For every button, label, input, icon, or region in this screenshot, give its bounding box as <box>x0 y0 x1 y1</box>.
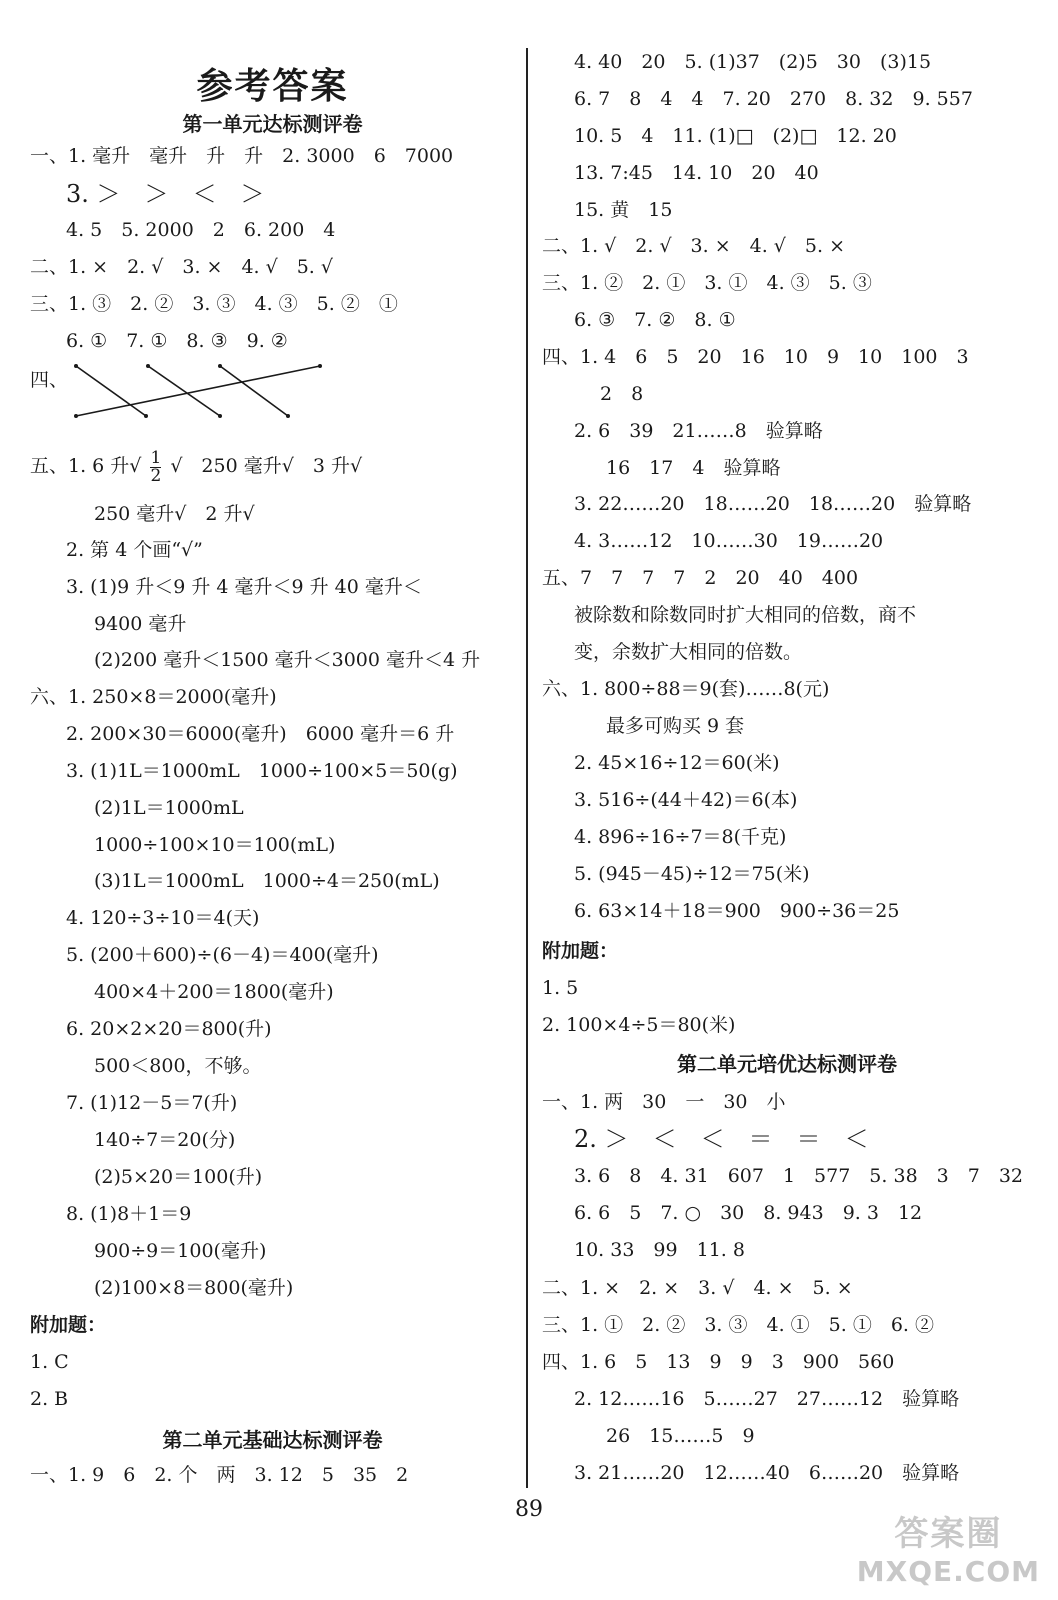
answer-line: 4. 896÷16÷7＝8(千克) <box>574 826 787 848</box>
answer-line: 二、1. × 2. × 3. √ 4. × 5. × <box>542 1277 853 1299</box>
answer-line: 10. 33 99 11. 8 <box>574 1239 745 1261</box>
answer-line: 三、1. ① 2. ② 3. ③ 4. ① 5. ① 6. ② <box>542 1314 935 1336</box>
match-dot <box>146 364 150 368</box>
answer-line: (2)5×20＝100(升) <box>94 1166 263 1188</box>
answer-line: 3. 516÷(44＋42)＝6(本) <box>574 789 798 811</box>
watermark-logo <box>857 1506 1040 1588</box>
answer-line: 13. 7:45 14. 10 20 40 <box>574 162 819 184</box>
page-number: 89 <box>515 1497 543 1522</box>
answer-line: 15. 黄 15 <box>574 199 673 221</box>
answer-line: 6. 20×2×20＝800(升) <box>66 1018 272 1040</box>
answer-line: 3. (1)9 升＜9 升 4 毫升＜9 升 40 毫升＜ <box>66 576 422 598</box>
answer-line: 6. ③ 7. ② 8. ① <box>574 309 736 331</box>
page-title: 参考答案 <box>196 65 349 107</box>
answer-line: 250 毫升√ 2 升√ <box>94 503 255 525</box>
answer-line: 最多可购买 9 套 <box>606 715 745 737</box>
answer-line: 9400 毫升 <box>94 613 187 635</box>
answer-line: (3)1L＝1000mL 1000÷4＝250(mL) <box>94 870 440 892</box>
answer-line: (2)1L＝1000mL <box>94 797 244 819</box>
unit2-advanced-title: 第二单元培优达标测评卷 <box>677 1052 897 1076</box>
answer-line: 4. 3……12 10……30 19……20 <box>574 530 884 552</box>
match-dot <box>318 364 322 368</box>
fraction-one-half <box>150 447 162 486</box>
answer-line: 8. (1)8＋1＝9 <box>66 1203 192 1225</box>
match-line <box>220 366 288 416</box>
answer-line: 5. (945－45)÷12＝75(米) <box>574 863 810 885</box>
answer-line: 2. 第 4 个画“√” <box>66 539 203 561</box>
match-line <box>148 366 220 416</box>
answer-line: 四、1. 6 5 13 9 9 3 900 560 <box>542 1351 895 1373</box>
answer-line: (2)200 毫升＜1500 毫升＜3000 毫升＜4 升 <box>94 649 481 671</box>
answer-line: 1000÷100×10＝100(mL) <box>94 834 336 856</box>
answer-line: 2. 200×30＝6000(毫升) 6000 毫升＝6 升 <box>66 723 455 745</box>
match-dot <box>286 414 290 418</box>
answer-line: 6. 63×14＋18＝900 900÷36＝25 <box>574 900 900 922</box>
match-dot <box>218 414 222 418</box>
answer-line: 附加题： <box>542 940 619 962</box>
answer-line: 一、1. 毫升 毫升 升 升 2. 3000 6 7000 <box>30 145 454 167</box>
answer-line: 16 17 4 验算略 <box>606 457 781 479</box>
answer-line: 4. 5 5. 2000 2 6. 200 4 <box>66 219 336 241</box>
answer-line: 900÷9＝100(毫升) <box>94 1240 267 1262</box>
five-1-lead: 五、1. 6 升√ <box>30 455 142 477</box>
answer-line: 3. ＞ ＞ ＜ ＞ <box>66 180 265 208</box>
answer-line: (2)100×8＝800(毫升) <box>94 1277 294 1299</box>
answer-line: 400×4＋200＝1800(毫升) <box>94 981 334 1003</box>
answer-line: 一、1. 两 30 一 30 小 <box>542 1091 786 1113</box>
answer-line: 3. (1)1L＝1000mL 1000÷100×5＝50(g) <box>66 760 458 782</box>
answer-line: 7. (1)12－5＝7(升) <box>66 1092 238 1114</box>
answer-line: 二、1. √ 2. √ 3. × 4. √ 5. × <box>542 235 845 257</box>
answer-line: 2. B <box>30 1388 69 1410</box>
unit2-basic-title: 第二单元基础达标测评卷 <box>162 1428 383 1452</box>
matching-lines-figure <box>70 360 330 420</box>
match-dot <box>144 414 148 418</box>
answer-line: 四、1. 4 6 5 20 16 10 9 10 100 3 <box>542 346 969 368</box>
answer-line: 2. ＞ ＜ ＜ ＝ ＝ ＜ <box>574 1125 869 1153</box>
answer-line: 3. 21……20 12……40 6……20 验算略 <box>574 1462 960 1484</box>
answer-line: 四、 <box>30 369 69 391</box>
answer-line: 140÷7＝20(分) <box>94 1129 236 1151</box>
column-divider <box>526 48 528 1488</box>
answer-line: 一、1. 9 6 2. 个 两 3. 12 5 35 2 <box>30 1464 409 1486</box>
answer-line: 6. ① 7. ① 8. ③ 9. ② <box>66 330 288 352</box>
answer-line: 二、1. × 2. √ 3. × 4. √ 5. √ <box>30 256 333 278</box>
five-1-rest: √ 250 毫升√ 3 升√ <box>170 455 363 477</box>
answer-line: 2. 45×16÷12＝60(米) <box>574 752 780 774</box>
watermark-text: 答案圈 <box>894 1514 1003 1554</box>
answer-line: 附加题： <box>30 1314 107 1336</box>
answer-line: 五、7 7 7 7 2 20 40 400 <box>542 567 859 589</box>
watermark-url: MXQE.COM <box>856 1555 1040 1588</box>
answer-line: 5. (200＋600)÷(6－4)＝400(毫升) <box>66 944 379 966</box>
answer-line-five-1 <box>30 446 362 486</box>
answer-line: 六、1. 250×8＝2000(毫升) <box>30 686 277 708</box>
answer-line: 2. 12……16 5……27 27……12 验算略 <box>574 1388 960 1410</box>
fraction-numerator: 1 <box>150 447 162 468</box>
answer-line: 六、1. 800÷88＝9(套)……8(元) <box>542 678 830 700</box>
answer-line: 变，余数扩大相同的倍数。 <box>574 641 803 663</box>
unit1-title: 第一单元达标测评卷 <box>182 112 363 136</box>
answer-line: 三、1. ② 2. ① 3. ① 4. ③ 5. ③ <box>542 272 872 294</box>
answer-line: 3. 6 8 4. 31 607 1 577 5. 38 3 7 32 <box>574 1165 1024 1187</box>
answer-line: 2. 6 39 21……8 验算略 <box>574 420 823 442</box>
answer-line: 4. 40 20 5. (1)37 (2)5 30 (3)15 <box>574 51 932 73</box>
match-dot <box>74 364 78 368</box>
answer-line: 500＜800，不够。 <box>94 1055 262 1077</box>
answer-line: 6. 6 5 7. ○ 30 8. 943 9. 3 12 <box>574 1202 923 1224</box>
answer-line: 被除数和除数同时扩大相同的倍数，商不 <box>574 604 917 626</box>
answer-line: 4. 120÷3÷10＝4(天) <box>66 907 260 929</box>
answer-line: 1. C <box>30 1351 69 1373</box>
answer-line: 2 8 <box>600 383 644 405</box>
answer-line: 3. 22……20 18……20 18……20 验算略 <box>574 493 972 515</box>
fraction-denominator: 2 <box>150 465 162 486</box>
answer-line: 三、1. ③ 2. ② 3. ③ 4. ③ 5. ② ① <box>30 293 398 315</box>
match-dot <box>218 364 222 368</box>
answer-line: 1. 5 <box>542 977 579 999</box>
match-line <box>76 366 320 416</box>
answer-line: 26 15……5 9 <box>606 1425 755 1447</box>
match-dot <box>74 414 78 418</box>
answer-line: 10. 5 4 11. (1)□ (2)□ 12. 20 <box>574 125 897 147</box>
answer-line: 2. 100×4÷5＝80(米) <box>542 1014 736 1036</box>
answer-line: 6. 7 8 4 4 7. 20 270 8. 32 9. 557 <box>574 88 973 110</box>
